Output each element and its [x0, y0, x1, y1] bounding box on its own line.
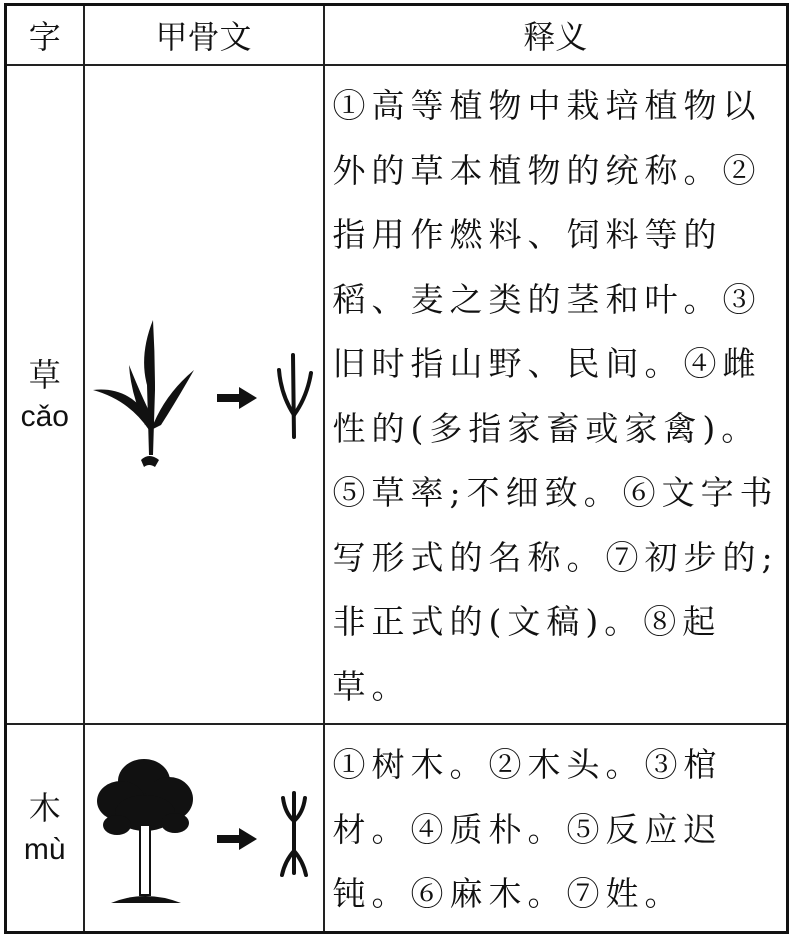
char-hanzi: 木	[28, 788, 61, 827]
grass-plant-icon	[93, 320, 194, 467]
header-oracle: 甲骨文	[84, 5, 324, 66]
char-cell	[6, 724, 84, 932]
oracle-cell	[84, 65, 324, 724]
char-cell	[6, 65, 84, 724]
char-pinyin: mù	[23, 832, 66, 866]
tree-icon	[97, 759, 193, 903]
oracle-grass-glyph-icon	[279, 355, 311, 437]
table-row	[6, 724, 788, 932]
character-table	[4, 3, 789, 934]
oracle-illustration	[89, 743, 319, 913]
header-meaning: 释义	[324, 5, 788, 66]
meaning-cell: ①高等植物中栽培植物以外的草本植物的统称。②指用作燃料、饲料等的稻、麦之类的茎和叶。③旧时指山野、民间。④雌性的(多指家畜或家禽)。⑤草率;不细致。⑥文字书写形式的名称。⑦初步的;非正式的(文稿)。⑧起草。	[324, 65, 788, 724]
oracle-cell	[84, 724, 324, 932]
header-row	[6, 5, 788, 66]
arrow-right-icon	[217, 387, 257, 409]
arrow-right-icon	[217, 828, 257, 850]
char-pinyin: cǎo	[20, 399, 69, 433]
table-row	[6, 65, 788, 724]
meaning-cell: ①树木。②木头。③棺材。④质朴。⑤反应迟钝。⑥麻木。⑦姓。	[324, 724, 788, 932]
header-char: 字	[6, 5, 84, 66]
char-hanzi: 草	[28, 355, 61, 394]
oracle-tree-glyph-icon	[282, 793, 306, 875]
oracle-illustration	[89, 315, 319, 475]
